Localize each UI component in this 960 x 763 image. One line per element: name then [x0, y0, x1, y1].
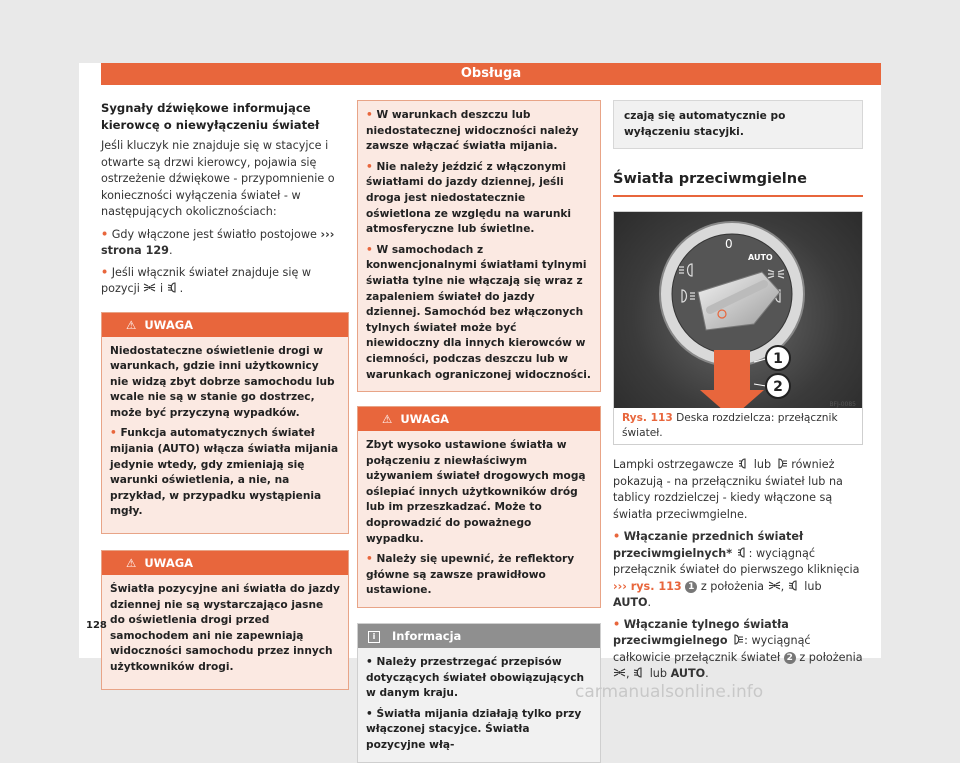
info-box-continued [613, 100, 863, 149]
bullet-dot: • [613, 617, 621, 631]
bullet-text: : wyciągnąć całkowicie przełącznik świateł [613, 634, 811, 664]
switch-position-zero: 0 [725, 237, 733, 252]
bullet-rear-fog [613, 617, 863, 683]
warning-body [358, 431, 600, 607]
bullet-text: lub [804, 579, 822, 593]
figure-light-switch [613, 211, 863, 445]
bullet-title: Włączanie przednich świateł przeciwmgielnych* [613, 530, 804, 560]
parking-light-icon [613, 667, 626, 678]
column-3 [613, 100, 863, 688]
info-text: Należy przestrzegać przepisów dotyczących świateł obowiązujących w danym kraju. [366, 656, 585, 700]
text: również pokazują - na przełączniku świateł lub na tablicy rozdzielczej - kiedy włączone są światła przeciwmgielne. [613, 458, 843, 521]
rear-fog-icon [731, 634, 744, 645]
warning-paragraph: Światła pozycyjne ani światła do jazdy dziennej nie są wystarczająco jasne do oświetlenia drogi przed samochodem ani nie zapewniają widoczności samochodu przez innych użytkowników drogi. [110, 583, 340, 673]
low-beam-icon [167, 282, 180, 293]
bullet-mid: i [159, 282, 164, 295]
bullet-dot: • [366, 553, 373, 566]
info-text: czają się automatycznie po wyłączeniu stacyjki. [624, 110, 786, 138]
low-beam-icon [633, 667, 646, 678]
warning-bullet [366, 552, 592, 599]
bullet-text: Gdy włączone jest światło postojowe [111, 227, 317, 241]
figure-reference-link[interactable]: ››› rys. 113 [613, 579, 682, 593]
warning-header [102, 551, 348, 575]
warning-bullet [366, 108, 592, 155]
warning-bullet [366, 160, 592, 238]
auto-label: AUTO [162, 443, 196, 456]
rear-fog-icon [775, 458, 788, 469]
bullet-text: , [626, 667, 630, 681]
bullet-dot: • [101, 265, 109, 279]
warning-text: Funkcja automatycznych świateł mijania ( [110, 427, 315, 456]
section-heading: Sygnały dźwiękowe informujące kierowcę o niewyłączeniu świateł [101, 101, 320, 132]
bullet-title: Włączanie tylnego światła przeciwmgielnego [613, 617, 789, 648]
bullet-dot: • [366, 109, 373, 121]
warning-box [357, 406, 601, 608]
bullet-dot: • [101, 227, 109, 241]
auto-label: AUTO [670, 667, 706, 681]
info-icon: i [368, 631, 380, 643]
bullet-dot: • [366, 707, 373, 720]
switch-position-auto: AUTO [748, 253, 773, 263]
callout-2: 2 [773, 379, 783, 396]
info-bullet [366, 655, 592, 702]
warning-title: UWAGA [144, 556, 194, 571]
warning-box [101, 312, 349, 535]
info-body [358, 648, 600, 762]
callout-1: 1 [773, 351, 783, 368]
info-text: Światła mijania działają tylko przy włączonej stacyjce. Światła pozycyjne włą- [366, 707, 582, 751]
warning-text: Nie należy jeździć z włączonymi światłami do jazdy dziennej, jeśli droga jest niedostatecznie oświetlona ze względu na warunki atmosferyczne lub świetlne. [366, 160, 572, 236]
info-box [357, 623, 601, 763]
callout-badge-2: 2 [784, 652, 796, 664]
front-fog-icon [736, 547, 749, 558]
bullet-text: : wyciągnąć przełącznik świateł do pierwszego kliknięcia [613, 546, 860, 577]
warning-lamps-paragraph [613, 457, 863, 523]
bullet-dot: • [366, 656, 373, 669]
section-title: Światła przeciwmgielne [613, 171, 807, 188]
warning-body [102, 575, 348, 689]
info-title: Informacja [392, 629, 462, 644]
column-1 [101, 100, 349, 690]
warning-triangle-icon: ⚠ [126, 317, 137, 332]
text: lub [753, 458, 772, 472]
bullet-end: . [647, 596, 652, 610]
figure-caption [614, 406, 862, 446]
page-header: Obsługa [101, 63, 881, 85]
warning-text: W samochodach z konwencjonalnymi światłami tylnymi światła tylne nie włączają się wraz z zapaleniem świateł do jazdy dziennej. Samochód bez włączonych tylnych świateł może być niewidoczny dla innych kierowców w ciemności, podczas deszczu lub w warunkach ograniczonej widoczności. [366, 243, 591, 381]
bullet-end: . [705, 667, 709, 681]
bullet-dot: • [110, 427, 117, 440]
warning-title: UWAGA [400, 412, 450, 427]
warning-text: W warunkach deszczu lub niedostatecznej widoczności należy zawsze włączać światła mijania. [366, 109, 579, 153]
parking-light-icon [768, 580, 781, 591]
intro-paragraph: Jeśli kluczyk nie znajduje się w stacyjce i otwarte są drzwi kierowcy, pojawia się ostrzeżenie dźwiękowe - przypomnienie o konieczności wyłączenia świateł - w następujących okolicznościach: [101, 139, 335, 218]
bullet-text: lub [649, 667, 667, 681]
text: Lampki ostrzegawcze [613, 458, 734, 472]
warning-paragraph: Niedostateczne oświetlenie drogi w warunkach, gdzie inni użytkownicy nie widzą zbyt dobrze samochodu lub wcale nie są w stanie go dostrzec, może być przyczyną wypadków. [110, 344, 335, 419]
warning-bullet [366, 243, 592, 383]
watermark: carmanualsonline.info [575, 682, 764, 702]
bullet-text: , [780, 579, 785, 593]
warning-header [358, 407, 600, 431]
bullet-end: . [168, 244, 173, 257]
bullet-dot: • [366, 243, 373, 256]
page-reference-link[interactable]: ››› strona 129 [101, 227, 335, 257]
column-2 [357, 100, 601, 763]
warning-header [102, 313, 348, 337]
low-beam-icon [788, 580, 801, 591]
bullet-switch-position [101, 265, 349, 298]
figure-caption-text: Deska rozdzielcza: przełącznik świateł. [622, 412, 838, 440]
page-number: 128 [86, 620, 107, 631]
warning-body [102, 337, 348, 534]
figure-number: Rys. 113 [622, 412, 673, 425]
front-fog-icon [737, 458, 750, 469]
bullet-text: z położenia [799, 650, 863, 664]
warning-triangle-icon: ⚠ [126, 556, 137, 571]
warning-bullet [110, 426, 340, 520]
bullet-text: z położenia [700, 579, 765, 593]
bullet-front-fog [613, 529, 863, 612]
warning-text: ) włącza światła mijania jedynie wtedy, gdy zmieniają się warunki oświetlenia, a nie, na przykład, w przypadku wystąpienia mgły. [110, 443, 339, 518]
auto-label: AUTO [613, 596, 648, 610]
warning-box [101, 550, 349, 690]
warning-triangle-icon: ⚠ [382, 412, 393, 427]
bullet-dot: • [613, 530, 621, 544]
warning-text: Należy się upewnić, że reflektory główne są zawsze prawidłowo ustawione. [366, 553, 575, 597]
bullet-text: Jeśli włącznik świateł znajduje się w pozycji [101, 265, 312, 295]
figure-code: BFJ-0085 [829, 401, 856, 409]
section-rule [613, 195, 863, 197]
bullet-end: . [179, 282, 184, 295]
info-header [358, 624, 600, 648]
parking-light-icon [143, 282, 156, 293]
warning-title: UWAGA [144, 317, 194, 332]
bullet-parking-light [101, 227, 349, 260]
bullet-dot: • [366, 160, 373, 173]
warning-box-continued [357, 100, 601, 392]
warning-paragraph: Zbyt wysoko ustawione światła w połączeniu z niewłaściwym używaniem świateł drogowych mogą oślepiać innych użytkowników dróg lub im przeszkadzać. Może to doprowadzić do poważnego wypadku. [366, 439, 586, 545]
callout-badge-1: 1 [685, 581, 697, 593]
info-bullet [366, 707, 592, 754]
warning-body [358, 101, 600, 391]
